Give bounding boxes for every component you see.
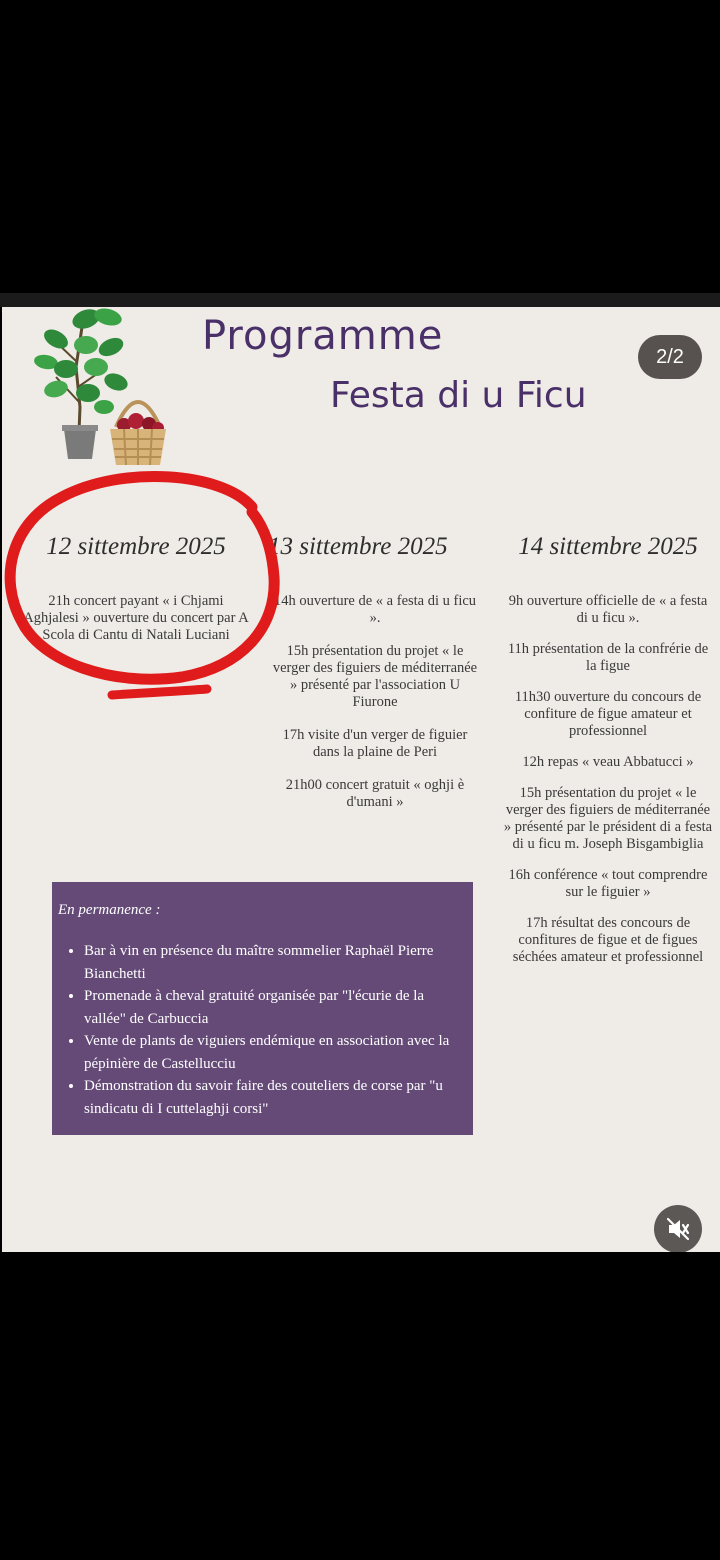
event-item: 17h visite d'un verger de figuier dans la plaine de Peri [282,727,468,760]
day-date: 14 sittembre 2025 [518,533,698,560]
permanence-title: En permanence : [58,902,161,918]
event-item: 9h ouverture officielle de « a festa di u ficu ». [508,593,708,626]
day-column-13 [268,533,482,811]
list-item: • Vente de plants de viguiers endémique en association avec la pépinière de Castellucciu [84,1030,464,1075]
event-item: 14h ouverture de « a festa di u ficu ». [273,593,477,626]
list-item: • Démonstration du savoir faire des couteliers de corse par "u sindicatu di I cuttelaghji corsi" [84,1075,464,1120]
event-item: 11h présentation de la confrérie de la figue [507,641,709,674]
top-black-bar [0,0,720,293]
permanence-box [52,882,473,1135]
bottom-black-bar [0,1252,720,1560]
event-item: 11h30 ouverture du concours de confiture de figue amateur et professionnel [514,689,702,739]
event-item: 16h conférence « tout comprendre sur le figuier » [508,867,708,900]
day-column-14 [502,533,714,966]
event-item: 17h résultat des concours de confitures de figue et de figues séchées amateur et professionnel [512,915,704,965]
permanence-list [62,940,464,1120]
festival-title: Festa di u Ficu [330,375,587,416]
day-date: 13 sittembre 2025 [268,533,448,560]
mute-button[interactable] [654,1205,702,1252]
event-item: 21h concert payant « i Chjami Aghjalesi » ouverture du concert par A Scola di Cantu di Natali Luciani [23,593,249,643]
list-item: • Promenade à cheval gratuité organisée par "l'écurie de la vallée" de Carbuccia [84,985,464,1030]
event-item: 21h00 concert gratuit « oghji è d'umani » [285,777,465,810]
list-item: • Bar à vin en présence du maître sommelier Raphaël Pierre Bianchetti [84,940,464,985]
event-item: 15h présentation du projet « le verger des figuiers de méditerranée » présenté par le président di a festa di u ficu m. Joseph Bisgambiglia [503,785,713,852]
mute-icon [665,1216,691,1242]
event-item: 15h présentation du projet « le verger des figuiers de méditerranée » présenté par l'association U Fiurone [272,643,478,710]
story-poster[interactable] [2,307,720,1252]
highlight-circle [2,467,292,707]
event-item: 12h repas « veau Abbatucci » [522,754,694,770]
divider-bar [0,293,720,307]
programme-title: Programme [202,313,444,359]
page-indicator-badge: 2/2 [638,335,702,379]
day-date: 12 sittembre 2025 [46,533,226,560]
fig-plant-icon [16,307,186,472]
